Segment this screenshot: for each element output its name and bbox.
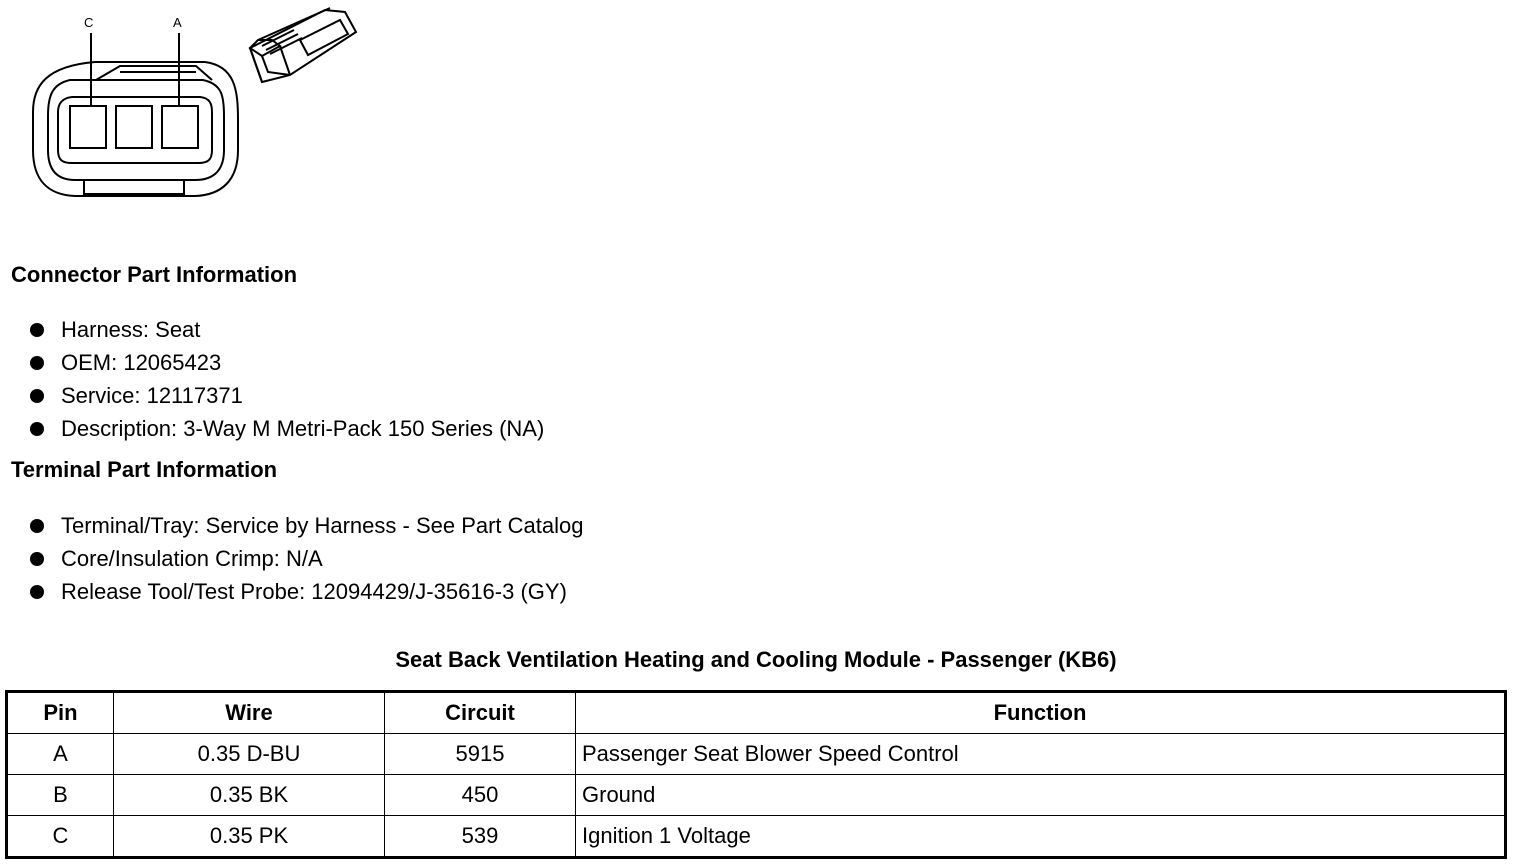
cell-function: Ignition 1 Voltage [576, 816, 1506, 858]
list-item [28, 412, 544, 445]
pin-label-c: C [84, 15, 94, 30]
bullet-icon [30, 552, 44, 566]
table-row [7, 816, 1506, 858]
bullet-icon [30, 519, 44, 533]
list-item-text: OEM: 12065423 [61, 350, 222, 375]
bullet-icon [30, 389, 44, 403]
header-circuit: Circuit [385, 692, 576, 734]
table-header-row [7, 692, 1506, 734]
list-item [28, 379, 544, 412]
cell-wire: 0.35 PK [114, 816, 385, 858]
pinout-table [5, 690, 1507, 859]
terminal-info-heading: Terminal Part Information [11, 457, 278, 482]
cell-circuit: 450 [385, 775, 576, 816]
list-item-text: Description: 3-Way M Metri-Pack 150 Series (NA) [61, 416, 545, 441]
connector-diagram [0, 0, 370, 210]
list-item-text: Terminal/Tray: Service by Harness - See Part Catalog [61, 513, 584, 538]
terminal-info-list [28, 509, 584, 608]
connector-face-icon [33, 33, 238, 196]
cell-circuit: 5915 [385, 734, 576, 775]
list-item-text: Harness: Seat [61, 317, 201, 342]
cell-function: Passenger Seat Blower Speed Control [576, 734, 1506, 775]
cell-wire: 0.35 BK [114, 775, 385, 816]
table-row [7, 775, 1506, 816]
cell-function: Ground [576, 775, 1506, 816]
list-item [28, 542, 584, 575]
connector-info-list [28, 313, 544, 445]
table-row [7, 734, 1506, 775]
bullet-icon [30, 585, 44, 599]
list-item [28, 346, 544, 379]
connector-3d-icon [250, 8, 356, 82]
pin-label-a: A [173, 15, 182, 30]
header-wire: Wire [114, 692, 385, 734]
bullet-icon [30, 356, 44, 370]
cell-pin: B [7, 775, 114, 816]
bullet-icon [30, 323, 44, 337]
bullet-icon [30, 422, 44, 436]
list-item [28, 509, 584, 542]
header-function: Function [576, 692, 1506, 734]
header-pin: Pin [7, 692, 114, 734]
connector-info-heading: Connector Part Information [11, 262, 298, 287]
list-item-text: Service: 12117371 [61, 383, 243, 408]
table-title: Seat Back Ventilation Heating and Cooling Module - Passenger (KB6) [395, 647, 1117, 672]
list-item [28, 313, 544, 346]
list-item-text: Core/Insulation Crimp: N/A [61, 546, 323, 571]
cell-wire: 0.35 D-BU [114, 734, 385, 775]
list-item-text: Release Tool/Test Probe: 12094429/J-35616-3 (GY) [61, 579, 567, 604]
cell-circuit: 539 [385, 816, 576, 858]
cell-pin: A [7, 734, 114, 775]
list-item [28, 575, 584, 608]
cell-pin: C [7, 816, 114, 858]
